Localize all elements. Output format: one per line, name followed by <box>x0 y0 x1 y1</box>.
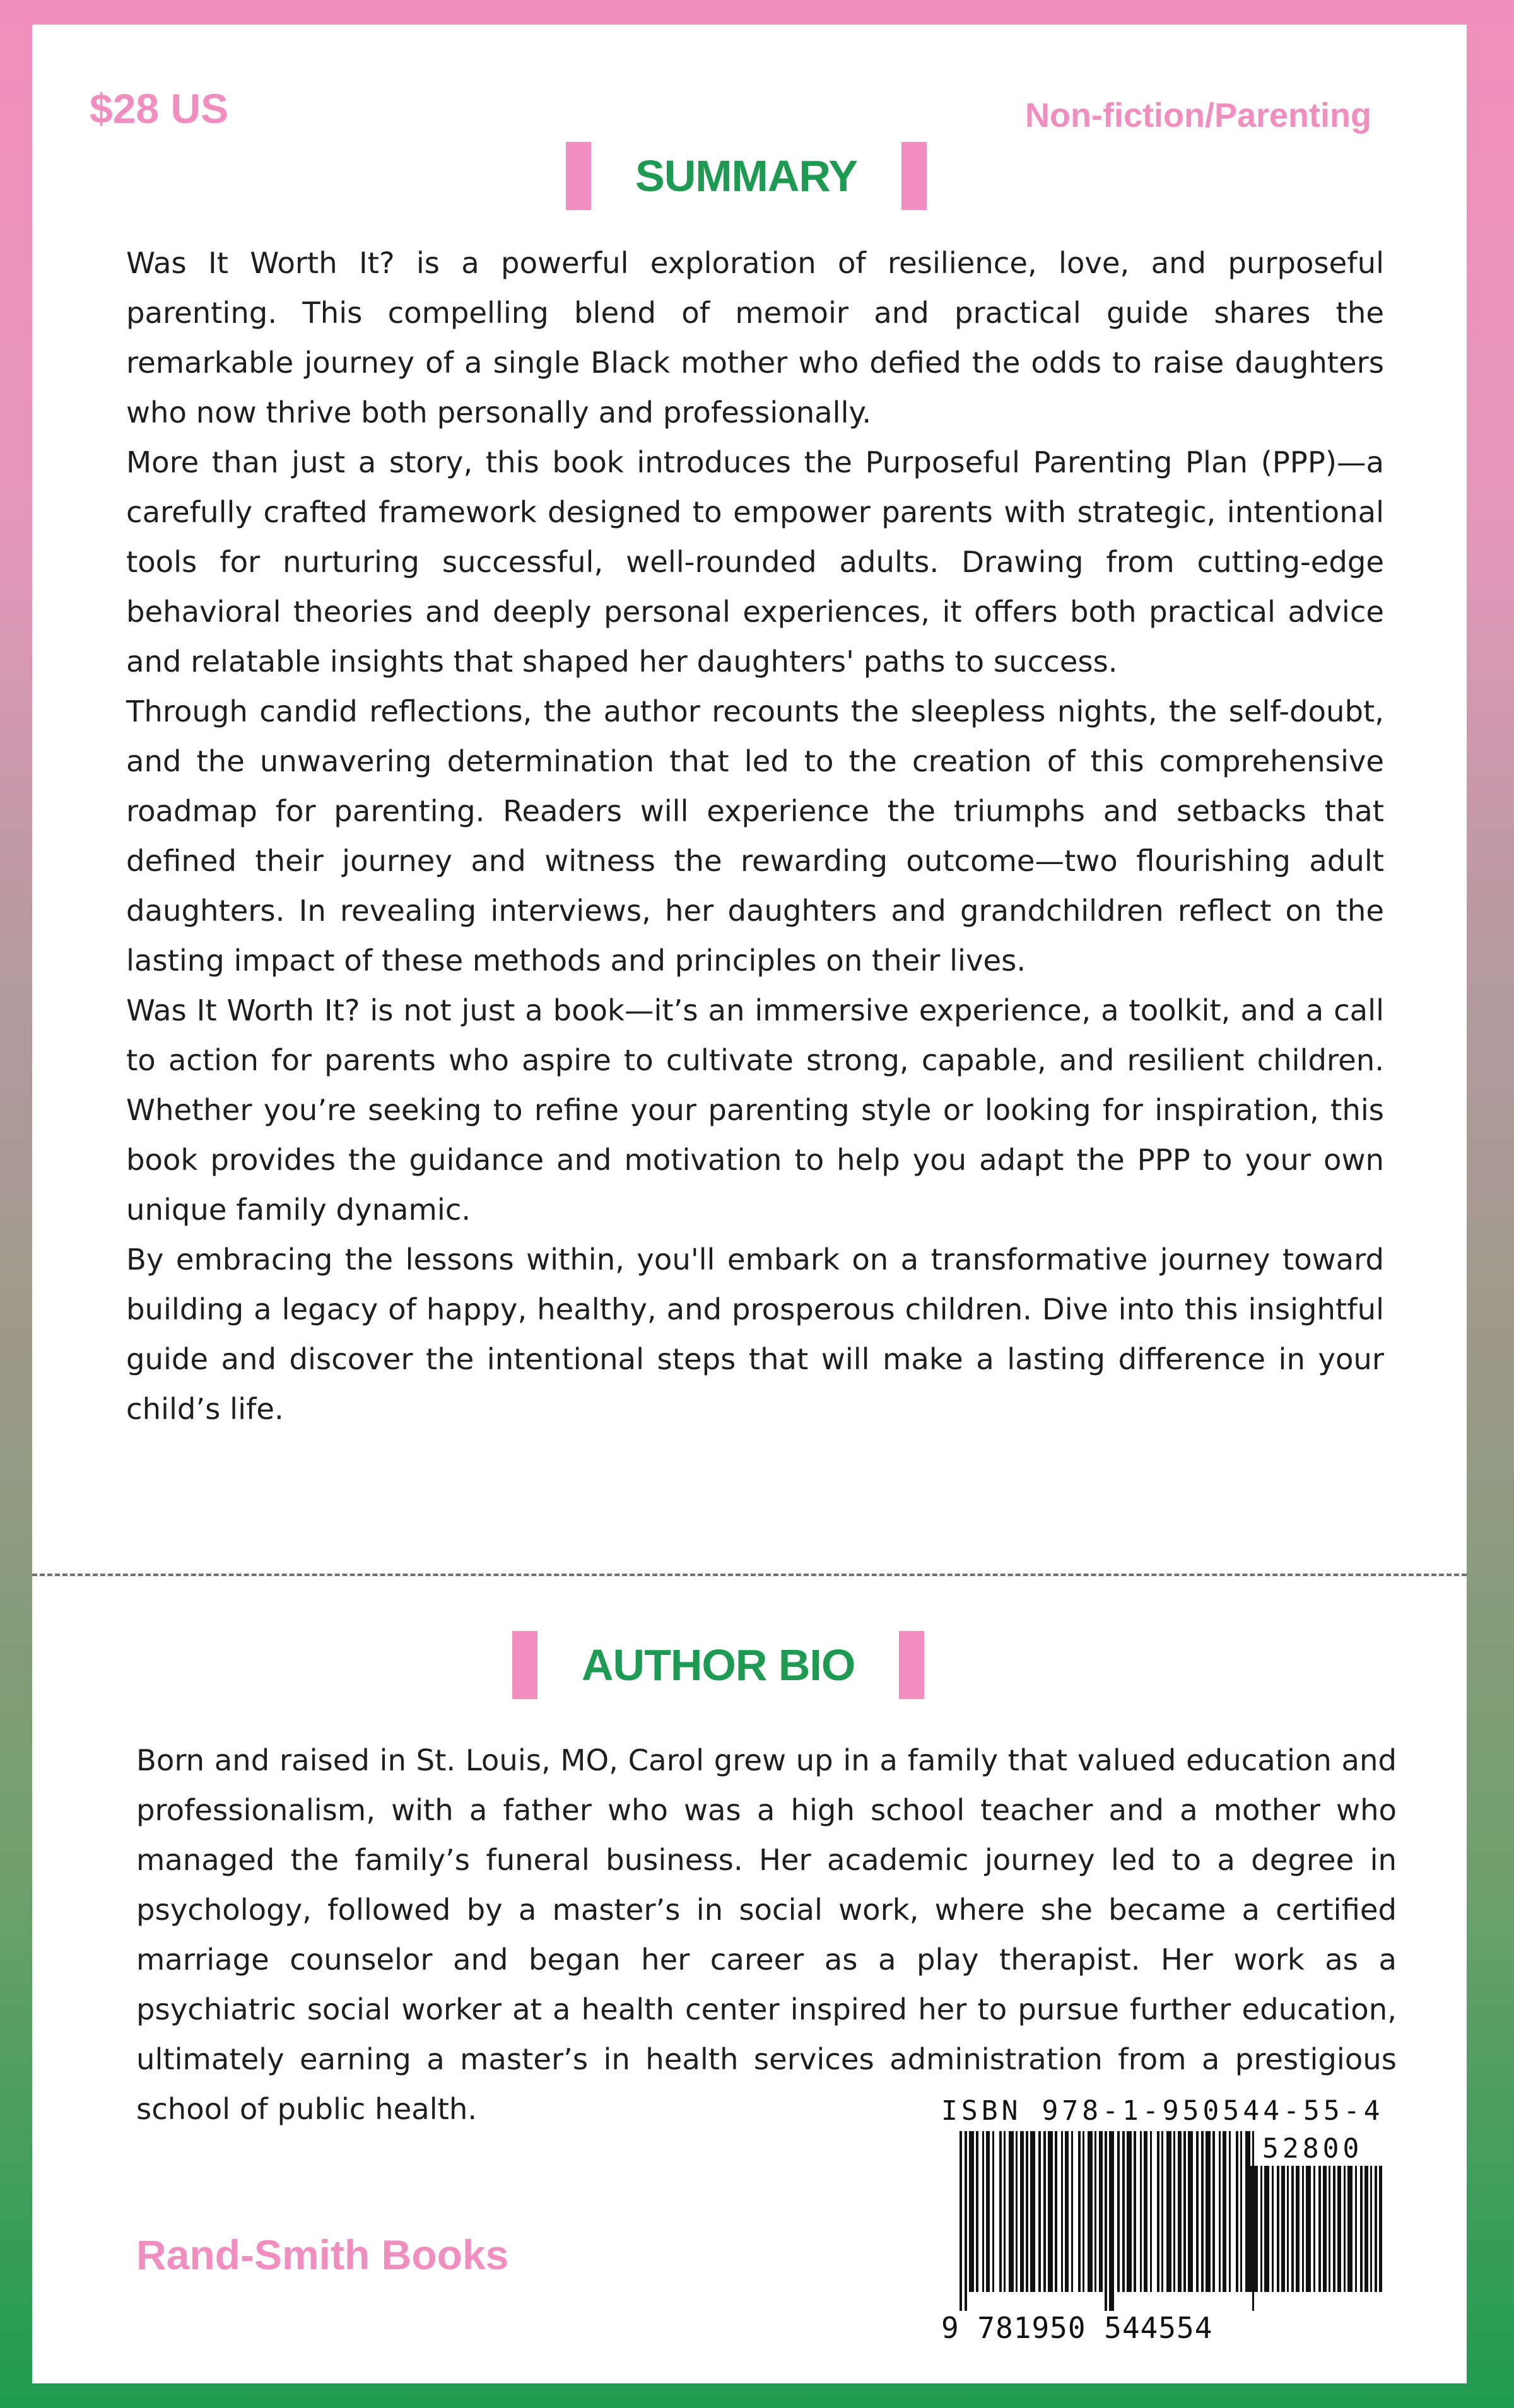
barcode-bar <box>1020 2131 1024 2292</box>
barcode-bar <box>992 2131 994 2292</box>
barcode-bar <box>1166 2131 1171 2292</box>
barcode-price-code: 52800 <box>1262 2133 1363 2165</box>
barcode-bar <box>1117 2131 1120 2292</box>
barcode-bar <box>1009 2131 1014 2292</box>
barcode-bar <box>1183 2131 1186 2292</box>
barcode-bar <box>1355 2166 1357 2292</box>
barcode-bar <box>959 2131 962 2311</box>
barcode-bar <box>1333 2166 1335 2292</box>
isbn-label: ISBN 978-1-950544-55-4 <box>941 2095 1384 2127</box>
barcode-bar <box>1030 2131 1035 2292</box>
barcode-bar <box>1375 2166 1377 2292</box>
barcode-bar <box>1140 2131 1142 2292</box>
barcode-bar <box>1094 2131 1096 2292</box>
summary-paragraph: Was It Worth It? is not just a book—it’s an immersive experience, a toolkit, and a call to action for parents who aspire to cultivate strong, capable, and resilient children. Whether you’re seeking to refine your parenting style or looking for inspiration, this book provides the guidance and motivation to help you adapt the PPP to your own unique family dynamic. <box>126 993 1384 1227</box>
barcode-bar <box>1206 2131 1211 2292</box>
barcode-bar <box>1048 2131 1053 2292</box>
barcode-bar <box>1250 2166 1252 2292</box>
barcode-bar <box>1127 2131 1132 2292</box>
barcode-bar <box>1196 2131 1199 2292</box>
barcode-bar <box>1173 2131 1175 2292</box>
barcode-bar <box>1313 2166 1315 2292</box>
author-bio-heading-text: AUTHOR BIO <box>582 1640 855 1690</box>
barcode-bar <box>1291 2166 1294 2292</box>
barcode-bar <box>982 2131 984 2292</box>
barcode-bar <box>1318 2166 1321 2292</box>
publisher-name: Rand-Smith Books <box>136 2231 509 2278</box>
barcode-bar <box>1055 2131 1057 2292</box>
barcode-bar <box>1302 2166 1304 2292</box>
barcode-bar <box>1083 2131 1084 2292</box>
barcode-addon <box>1250 2166 1382 2311</box>
barcode-bar <box>1004 2131 1006 2292</box>
barcode-bar <box>969 2131 974 2292</box>
barcode-bar <box>1347 2166 1353 2292</box>
barcode-bar <box>1223 2131 1226 2292</box>
back-cover <box>32 25 1467 2383</box>
barcode-bar <box>1026 2131 1028 2292</box>
barcode-bar <box>1281 2166 1285 2292</box>
barcode-main <box>959 2131 1256 2311</box>
barcode-bar <box>1038 2131 1041 2292</box>
summary-paragraph: Through candid reflections, the author recounts the sleepless nights, the self-doubt, and the unwavering determination that led to the creation of this comprehensive roadmap for parenting. Readers will experience the triumphs and setbacks that defined their journey and witness the rewarding outcome—two flourishing adult daughters. In revealing interviews, her daughters and grandchildren reflect on the lasting impact of these methods and principles on their lives. <box>126 694 1384 978</box>
barcode-bar <box>976 2131 978 2292</box>
barcode-bar <box>965 2131 967 2311</box>
barcode-bar <box>1178 2131 1182 2292</box>
summary-paragraph: By embracing the lessons within, you'll embark on a transformative journey toward building a legacy of happy, healthy, and prosperous children. Dive into this insightful guide and discover the intentional steps that will make a lasting difference in your child’s life. <box>126 1242 1384 1426</box>
barcode-bar <box>1296 2166 1300 2292</box>
genre-label: Non-fiction/Parenting <box>1025 96 1371 134</box>
section-divider <box>32 1574 1467 1576</box>
barcode-bar <box>1078 2131 1081 2292</box>
barcode-bar <box>999 2131 1002 2292</box>
barcode-bar <box>1212 2131 1215 2292</box>
summary-paragraph: More than just a story, this book introduces the Purposeful Parenting Plan (PPP)—a carefully crafted framework designed to empower parents with strategic, intentional tools for nurturing successful, well-rounded adults. Drawing from cutting-edge behavioral theories and deeply personal experiences, it offers both practical advice and relatable insights that shaped her daughters' paths to success. <box>126 445 1384 679</box>
barcode-bar <box>1277 2166 1279 2292</box>
barcode-bar <box>1254 2166 1258 2292</box>
heading-bar-right <box>899 1631 924 1699</box>
barcode-bar <box>1323 2166 1327 2292</box>
barcode-bar <box>1264 2166 1269 2292</box>
barcode-bar <box>1043 2131 1046 2292</box>
author-bio-paragraph: Born and raised in St. Louis, MO, Carol grew up in a family that valued education and professionalism, with a father who was a high school teacher and a mother who managed the family’s funeral business. Her academic journey led to a degree in psychology, followed by a master’s in social work, where she became a certified marriage counselor and began her career as a play therapist. Her work as a psychiatric social worker at a health center inspired her to pursue further education, ultimately earning a master’s in health services administration from a prestigious school of public health. <box>136 1743 1397 2126</box>
heading-bar-left <box>566 142 591 210</box>
summary-text <box>126 238 1384 1434</box>
barcode-bar <box>1379 2166 1382 2292</box>
barcode-bar <box>1364 2166 1368 2292</box>
barcode-bar <box>1240 2131 1242 2292</box>
barcode-bar <box>1122 2131 1125 2292</box>
price-label: $28 US <box>90 85 229 132</box>
barcode-bar <box>1065 2131 1069 2292</box>
barcode-bar <box>1105 2131 1107 2311</box>
summary-heading <box>566 142 927 210</box>
barcode-bar <box>1272 2166 1274 2292</box>
ean-digits: 9 781950 544554 <box>941 2311 1213 2345</box>
barcode-bar <box>1150 2131 1152 2292</box>
barcode-bar <box>1071 2131 1073 2292</box>
barcode-bar <box>1337 2166 1341 2292</box>
barcode-bar <box>1088 2131 1093 2292</box>
barcode-bar <box>1109 2131 1114 2311</box>
summary-heading-text: SUMMARY <box>635 151 858 201</box>
barcode-bar <box>1370 2166 1372 2292</box>
barcode-bar <box>1144 2131 1147 2292</box>
barcode-bar <box>1306 2166 1311 2292</box>
barcode-bar <box>1134 2131 1136 2292</box>
barcode-bar <box>1099 2131 1103 2292</box>
barcode-bar <box>1161 2131 1163 2292</box>
barcode-bar <box>1157 2131 1159 2292</box>
author-bio-text <box>136 1736 1397 2134</box>
heading-bar-left <box>512 1631 537 1699</box>
author-bio-heading <box>512 1631 924 1699</box>
barcode-bar <box>1260 2166 1262 2292</box>
barcode-bar <box>1287 2166 1289 2292</box>
barcode-bar <box>1219 2131 1221 2292</box>
barcode-bar <box>1229 2131 1231 2292</box>
summary-paragraph: Was It Worth It? is a powerful exploration of resilience, love, and purposeful parenting. This compelling blend of memoir and practical guide shares the remarkable journey of a single Black mother who defied the odds to raise daughters who now thrive both personally and professionally. <box>126 246 1384 430</box>
barcode-bar <box>1061 2131 1063 2292</box>
barcode-bar <box>1360 2166 1363 2292</box>
barcode-bar <box>1344 2166 1346 2292</box>
barcode-bar <box>986 2131 990 2292</box>
heading-bar-right <box>901 142 927 210</box>
barcode-bar <box>1236 2131 1238 2292</box>
barcode-bar <box>1201 2131 1204 2292</box>
barcode-bar <box>1188 2131 1193 2292</box>
barcode-bar <box>1329 2166 1330 2292</box>
barcode-bar <box>1016 2131 1018 2292</box>
